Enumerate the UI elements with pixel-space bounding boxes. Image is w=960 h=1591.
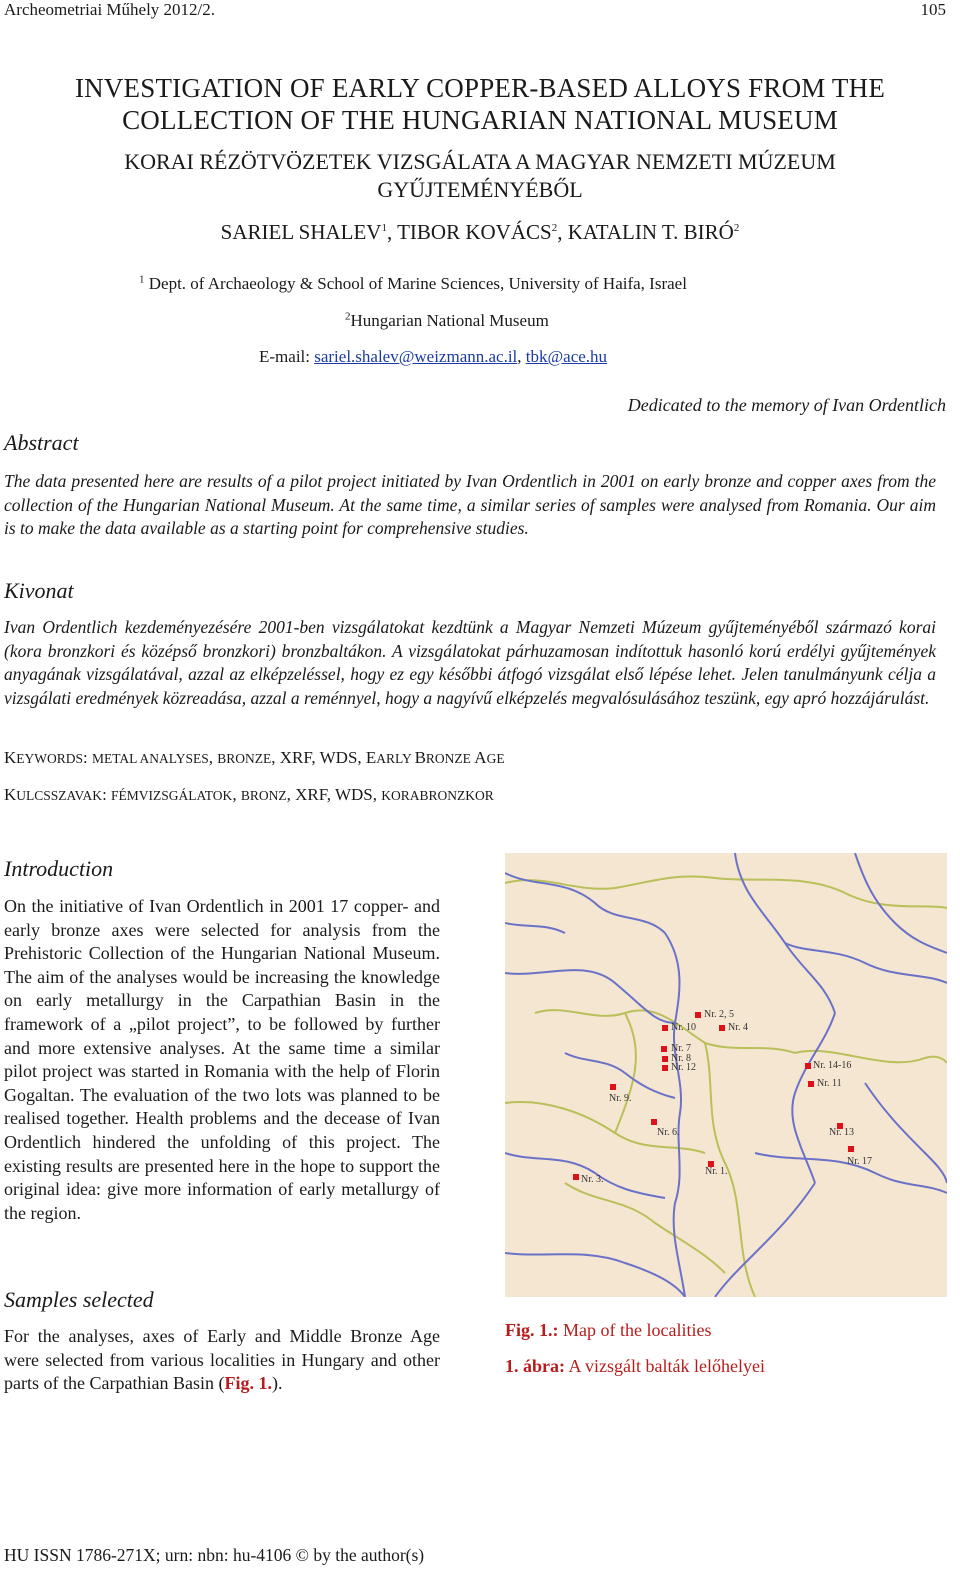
map-label: Nr. 10 [671, 1022, 696, 1033]
locality-map [505, 853, 947, 1297]
samples-text-part: For the analyses, axes of Early and Middle Bronze Age were selected from various localities in Hungary and other parts of the Carpathian Basin ( [4, 1326, 440, 1394]
affiliation-1-text: Dept. of Archaeology & School of Marine Sciences, University of Haifa, Israel [144, 274, 687, 293]
affiliation-2 [345, 311, 549, 331]
affiliation-2-text: Hungarian National Museum [350, 311, 549, 330]
author-1: SARIEL SHALEV [220, 220, 382, 244]
samples-text [4, 1325, 440, 1396]
kw-part: B [414, 748, 426, 767]
affiliation-1 [139, 274, 687, 294]
map-marker [662, 1056, 668, 1062]
samples-heading: Samples selected [4, 1287, 154, 1312]
kw-part: FÉMVIZSGÁLATOK [111, 788, 233, 803]
author-list [0, 220, 960, 245]
kw-part: KORABRONZKOR [381, 788, 494, 803]
abstract-text: The data presented here are results of a pilot project initiated by Ivan Ordentlich in 2001 on early bronze and copper axes from the collection of the Hungarian National Museum. At the same time, a similar series of samples were analysed from Romania. Our aim is to make the data available as a starting point for comprehensive studies. [4, 471, 936, 538]
kw-part: BRONZE [217, 751, 272, 766]
figure-caption-en-label: Fig. 1.: [505, 1320, 559, 1340]
footer-issn: HU ISSN 1786-271X; urn: nbn: hu-4106 © by the author(s) [4, 1545, 425, 1565]
affiliation-1-sup: 1 [139, 273, 145, 286]
map-label: Nr. 13 [829, 1127, 854, 1138]
kw-part: , [232, 785, 241, 804]
introduction-heading: Introduction [4, 856, 114, 881]
introduction-text: On the initiative of Ivan Ordentlich in 2001 17 copper- and early bronze axes were selected for analysis from the Prehistoric Collection of the Hungarian National Museum. The aim of the analyses would be increasing the knowledge on early metallurgy in the Carpathian Basin in the framework of a „pilot project”, to be followed by further and more extensive analyses. At the same time a similar pilot project was started in Romania with the help of Florin Gogaltan. The evaluation of the two lots was planned to be realised together. Health problems and the decease of Ivan Ordentlich hindered the unfolding of this project. The existing results are presented here in the hope to support the original idea: give more information of early metallurgy of the region. [4, 896, 440, 1223]
map-marker [662, 1025, 668, 1031]
map-label: Nr. 7 [671, 1043, 691, 1054]
email-separator: , [517, 347, 526, 366]
map-marker [610, 1084, 616, 1090]
map-label: Nr. 12 [671, 1062, 696, 1073]
page-number: 105 [920, 0, 946, 19]
map-marker [719, 1025, 725, 1031]
kulcsszavak-line [4, 785, 494, 805]
email-link-1[interactable]: sariel.shalev@weizmann.ac.il [314, 347, 518, 366]
map-marker [695, 1012, 701, 1018]
kw-part: EYWORDS [16, 751, 84, 766]
map-label: Nr. 4 [728, 1022, 748, 1033]
map-marker [805, 1063, 811, 1069]
kw-part: E [365, 748, 377, 767]
author-3-sup: 2 [733, 222, 740, 234]
kw-part: , XRF, WDS, [286, 785, 382, 804]
map-label: Nr. 8 [671, 1053, 691, 1064]
map-label: Nr. 6. [657, 1127, 680, 1138]
samples-text-part: ). [271, 1373, 283, 1394]
email-line [259, 347, 607, 367]
kivonat-heading: Kivonat [4, 578, 74, 603]
kivonat-text: Ivan Ordentlich kezdeményezésére 2001-ben vizsgálatokat kezdtünk a Magyar Nemzeti Múzeum gyűjteményéből származó korai (kora bronzkori és középső bronzkori) bronzbaltákon. A vizsgálatokat párhuzamosan indítottuk hasonló korú erdélyi gyűjtemények anyagának vizsgálatával, azzal az elképzeléssel, hogy ez egy későbbi átfogó vizsgálat első lépése lehet. Jelen tanulmányunk célja a vizsgálati eredmények közreadása, azzal a reménnyel, hogy a nagyívű elképzelés megvalósulásához teszünk, egy apró hozzájárulást. [4, 617, 936, 708]
kw-part: K [4, 748, 17, 767]
kw-part: : [102, 785, 112, 804]
author-1-sup: 1 [381, 222, 387, 234]
author-2: , TIBOR KOVÁCS [386, 220, 552, 244]
map-marker [573, 1174, 579, 1180]
map-label: Nr. 9. [609, 1093, 632, 1104]
map-svg [505, 853, 947, 1297]
affiliation-2-sup: 2 [345, 310, 351, 323]
email-label: E-mail: [259, 347, 315, 366]
journal-header: Archeometriai Műhely 2012/2. [4, 0, 216, 19]
figure-reference-link[interactable]: Fig. 1. [224, 1373, 272, 1394]
email-link-2[interactable]: tbk@ace.hu [525, 347, 608, 366]
author-2-sup: 2 [551, 222, 558, 234]
paper-title [0, 72, 960, 136]
abstract-heading: Abstract [4, 430, 79, 455]
author-3: , KATALIN T. BIRÓ [557, 220, 734, 244]
kw-part: ARLY [376, 751, 415, 766]
subtitle-line-2: GYŰJTEMÉNYÉBŐL [377, 177, 583, 202]
map-marker [661, 1046, 667, 1052]
kw-part: A [474, 748, 487, 767]
dedication: Dedicated to the memory of Ivan Ordentlich [627, 395, 946, 415]
map-marker [651, 1119, 657, 1125]
figure-caption-hu-label: 1. ábra: [505, 1356, 565, 1376]
map-marker [662, 1065, 668, 1071]
figure-caption-en-text: Map of the localities [558, 1320, 712, 1340]
title-line-2: COLLECTION OF THE HUNGARIAN NATIONAL MUSEUM [122, 105, 838, 135]
map-label: Nr. 14-16 [813, 1060, 852, 1071]
paper-subtitle [0, 148, 960, 204]
title-line-1: INVESTIGATION OF EARLY COPPER-BASED ALLOYS FROM THE [74, 73, 886, 103]
kw-part: , XRF, WDS, [271, 748, 366, 767]
figure-caption-en [505, 1320, 711, 1341]
kw-part: , [208, 748, 218, 767]
map-label: Nr. 11 [817, 1078, 842, 1089]
map-label: Nr. 17 [847, 1156, 872, 1167]
map-marker [848, 1146, 854, 1152]
map-label: Nr. 3. [581, 1174, 604, 1185]
kw-part: ULCSSZAVAK [16, 788, 103, 803]
map-marker [808, 1081, 814, 1087]
subtitle-line-1: KORAI RÉZÖTVÖZETEK VIZSGÁLATA A MAGYAR NEMZETI MÚZEUM [124, 149, 836, 174]
keywords-line [4, 748, 505, 768]
kw-part: : [83, 748, 93, 767]
kw-part: METAL ANALYSES [92, 751, 209, 766]
map-label: Nr. 2, 5 [704, 1009, 734, 1020]
figure-caption-hu [505, 1356, 765, 1377]
kw-part: GE [486, 751, 505, 766]
kw-part: BRONZ [240, 788, 287, 803]
figure-caption-hu-text: A vizsgált balták lelőhelyei [565, 1356, 765, 1376]
map-label: Nr. 1. [705, 1166, 728, 1177]
map-background [505, 853, 947, 1297]
kw-part: RONZE [425, 751, 475, 766]
kw-part: K [4, 785, 17, 804]
